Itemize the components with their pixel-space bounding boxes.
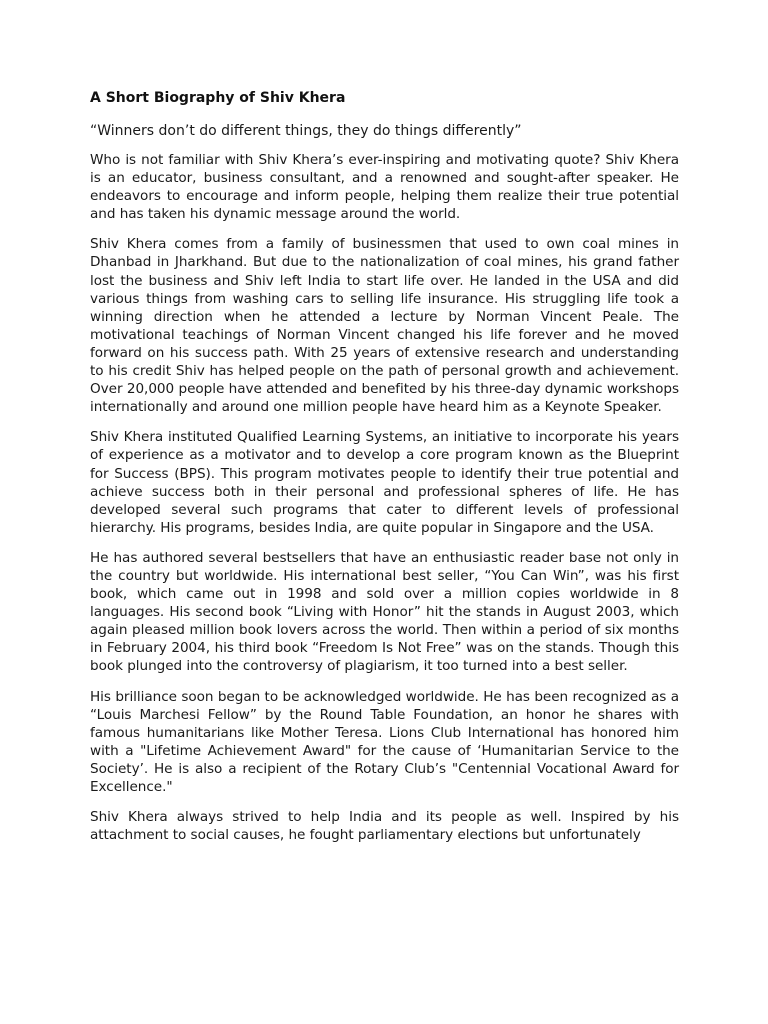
paragraph-awards: His brilliance soon began to be acknowledged worldwide. He has been recognized as a “Louis Marchesi Fellow” by the Round Table Foundation, an honor he shares with famous humanitarians like Mother Teresa. Lions Club International has honored him with a "Lifetime Achievement Award" for the cause of ‘Humanitarian Service to the Society’. He is also a recipient of the Rotary Club’s "Centennial Vocational Award for Excellence." [90, 688, 679, 795]
paragraph-intro: Who is not familiar with Shiv Khera’s ever-inspiring and motivating quote? Shiv Khera is an educator, business consultant, and a renowned and sought-after speaker. He endeavors to encourage and inform people, helping them realize their true potential and has taken his dynamic message around the world. [90, 152, 679, 223]
document-page [90, 89, 679, 856]
paragraph-social-causes: Shiv Khera always strived to help India and its people as well. Inspired by his attachment to social causes, he fought parliamentary elections but unfortunately [90, 809, 679, 844]
paragraph-books: He has authored several bestsellers that have an enthusiastic reader base not only in the country but worldwide. His international best seller, “You Can Win”, was his first book, which came out in 1998 and sold over a million copies worldwide in 8 languages. His second book “Living with Honor” hit the stands in August 2003, which again pleased million book lovers across the world. Then within a period of six months in February 2004, his third book “Freedom Is Not Free” was on the stands. Though this book plunged into the controversy of plagiarism, it too turned into a best seller. [90, 549, 679, 675]
paragraph-early-life: Shiv Khera comes from a family of businessmen that used to own coal mines in Dhanbad in Jharkhand. But due to the nationalization of coal mines, his grand father lost the business and Shiv left India to start life over. He landed in the USA and did various things from washing cars to selling life insurance. His struggling life took a winning direction when he attended a lecture by Norman Vincent Peale. The motivational teachings of Norman Vincent changed his life forever and he moved forward on his success path. With 25 years of extensive research and understanding to his credit Shiv has helped people on the path of personal growth and achievement. Over 20,000 people have attended and benefited by his three-day dynamic workshops internationally and around one million people have heard him as a Keynote Speaker. [90, 236, 679, 416]
opening-quote: “Winners don’t do different things, they do things differently” [90, 123, 522, 139]
paragraph-qualified-learning: Shiv Khera instituted Qualified Learning Systems, an initiative to incorporate his years of experience as a motivator and to develop a core program known as the Blueprint for Success (BPS). This program motivates people to identify their true potential and achieve success both in their personal and professional spheres of life. He has developed several such programs that cater to different levels of professional hierarchy. His programs, besides India, are quite popular in Singapore and the USA. [90, 429, 679, 536]
document-title: A Short Biography of Shiv Khera [90, 90, 346, 106]
